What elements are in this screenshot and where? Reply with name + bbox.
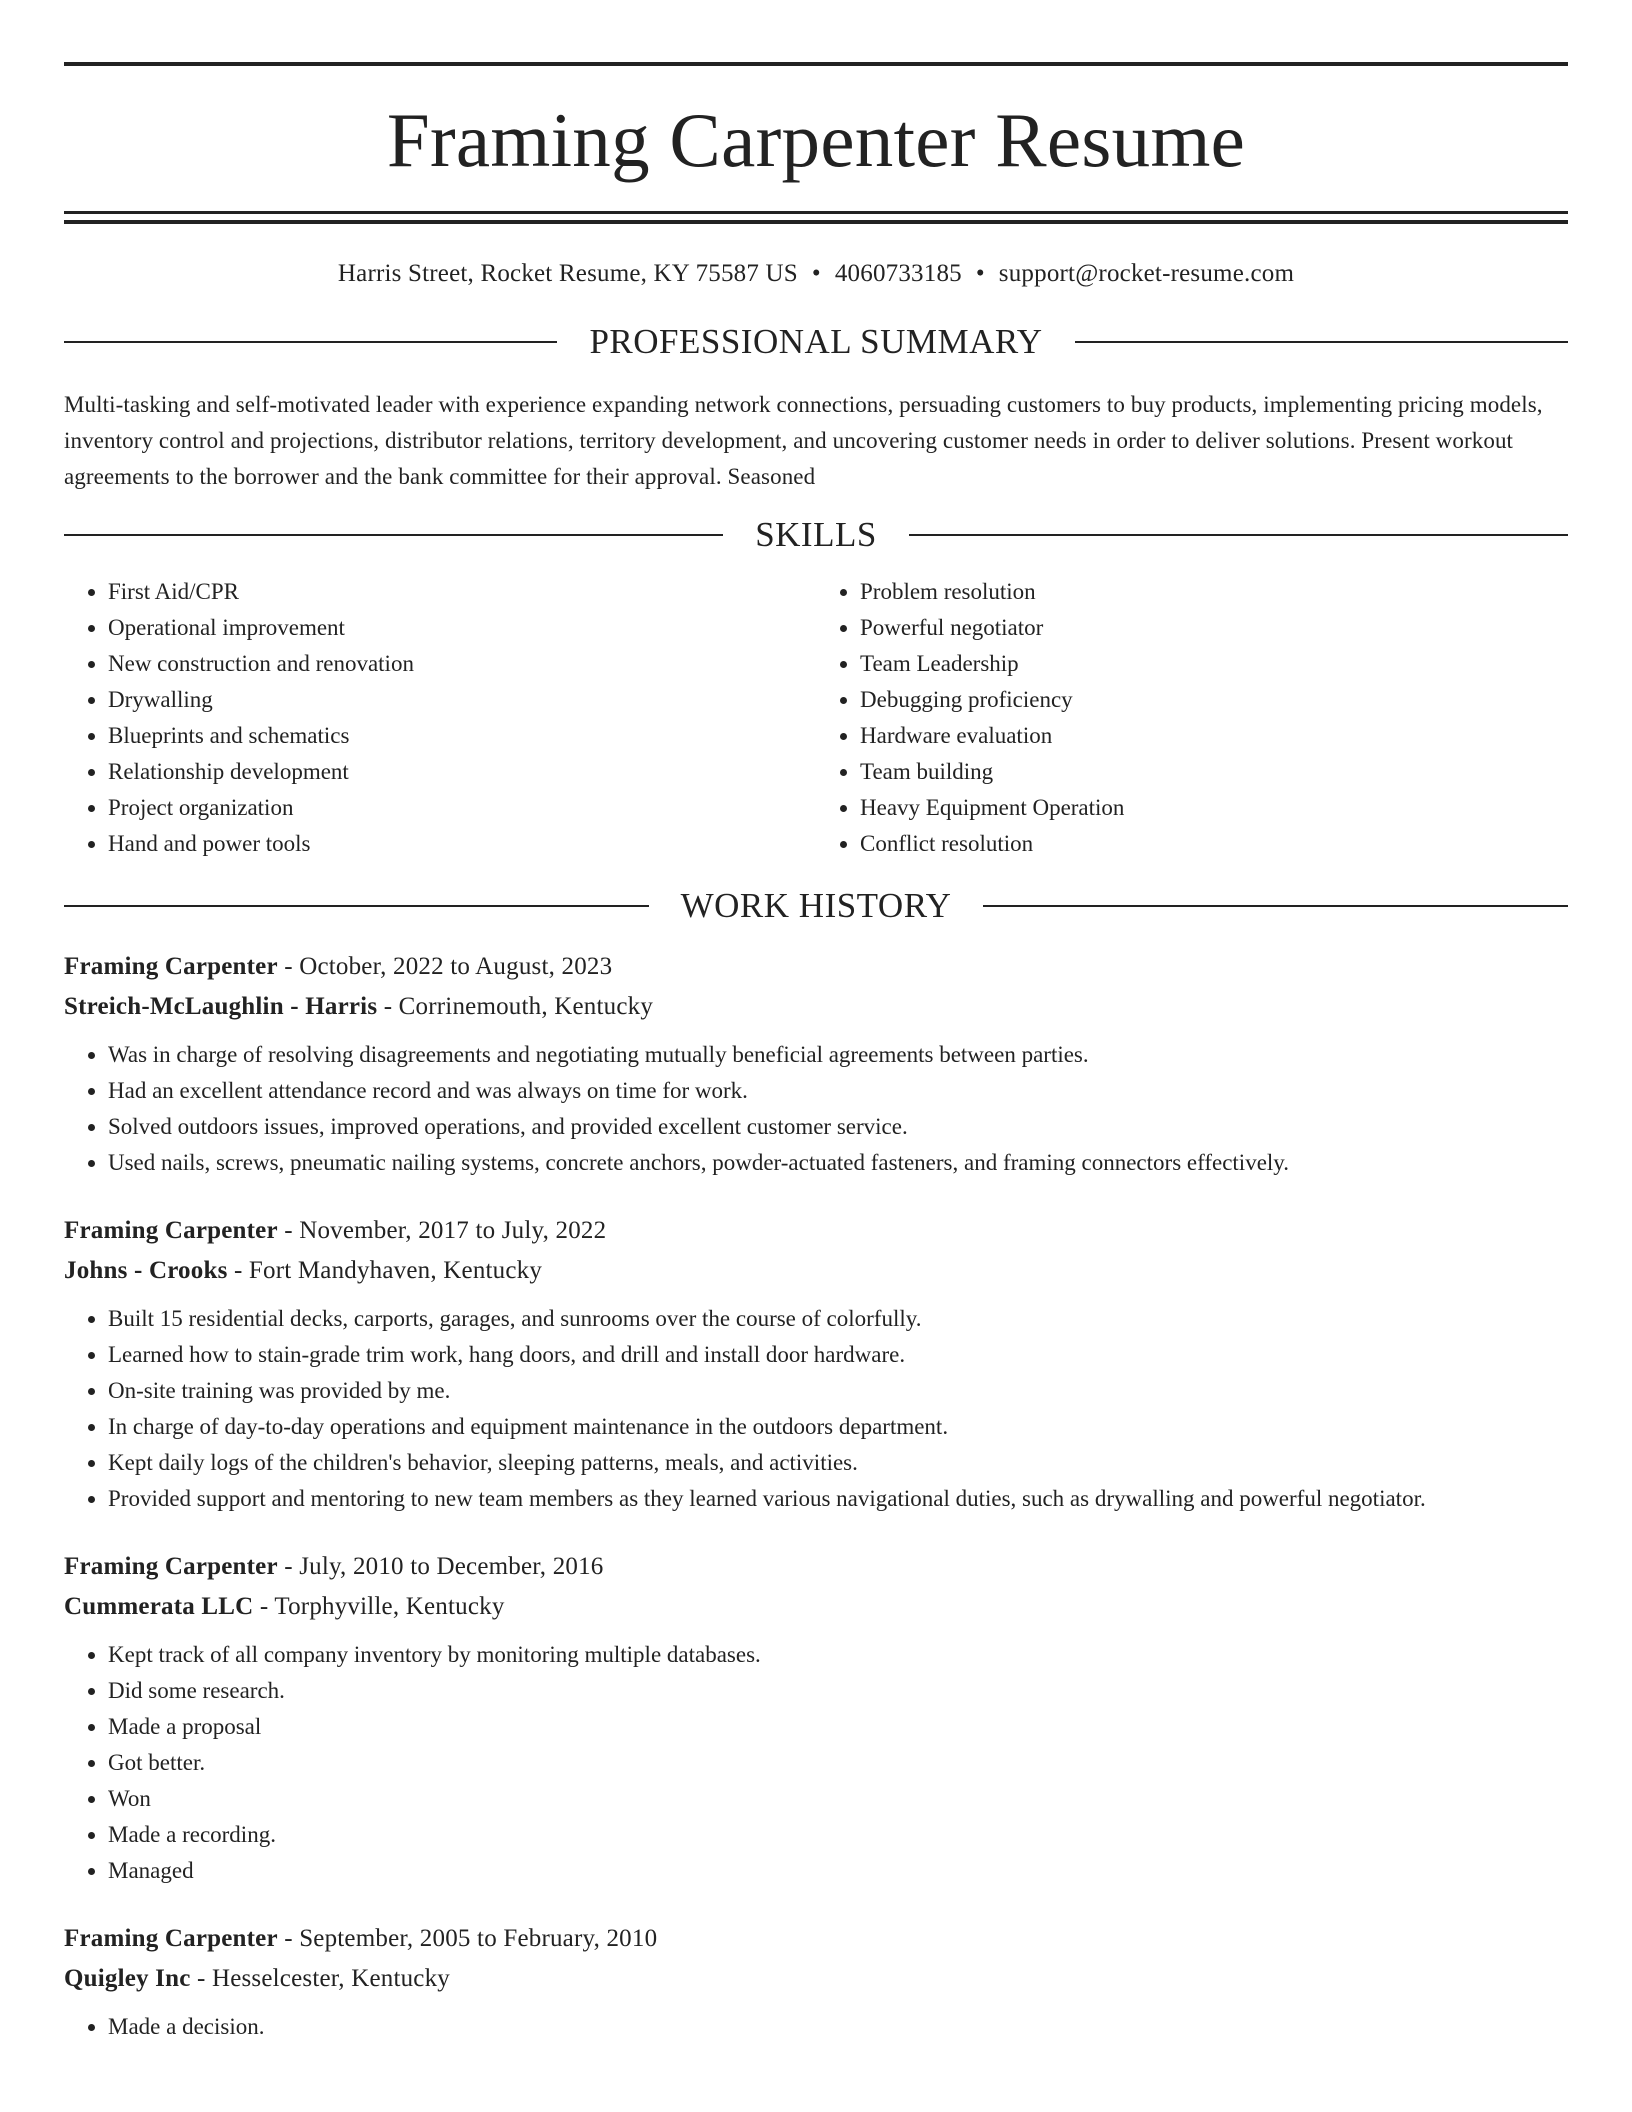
- skill-item: • First Aid/CPR: [108, 574, 816, 610]
- work-history-heading-label: WORK HISTORY: [680, 886, 952, 925]
- job-title: Framing Carpenter: [64, 1553, 278, 1580]
- job-bullet: • Made a recording.: [108, 1817, 1568, 1853]
- skills-column-left: [64, 574, 816, 862]
- job-title-line: [64, 1547, 1568, 1587]
- job-dates: - October, 2022 to August, 2023: [277, 953, 613, 980]
- skill-item: • Team building: [860, 754, 1568, 790]
- work-history-heading: [64, 888, 1568, 923]
- job-location: - Fort Mandyhaven, Kentucky: [227, 1257, 543, 1284]
- skill-item: • Problem resolution: [860, 574, 1568, 610]
- skill-item: • Hardware evaluation: [860, 718, 1568, 754]
- job-company: Cummerata LLC: [64, 1593, 254, 1620]
- skill-item: • Conflict resolution: [860, 826, 1568, 862]
- skill-item: • Drywalling: [108, 682, 816, 718]
- job-title: Framing Carpenter: [64, 953, 278, 980]
- job-bullet: • Solved outdoors issues, improved operations, and provided excellent customer service.: [108, 1109, 1568, 1145]
- job-entry: [64, 1211, 1568, 1517]
- job-bullet: • Used nails, screws, pneumatic nailing systems, concrete anchors, powder-actuated fasteners, and framing connectors effectively.: [108, 1145, 1568, 1181]
- job-bullets: [64, 1037, 1568, 1181]
- summary-heading: [64, 324, 1568, 359]
- job-company-line: [64, 1959, 1568, 1999]
- summary-text: Multi-tasking and self-motivated leader with experience expanding network connections, persuading customers to buy products, implementing pricing models, inventory control and projections, distributor relations, territory development, and uncovering customer needs in order to deliver solutions. Present workout agreements to the borrower and the bank committee for their approval. Seasoned: [64, 392, 1543, 489]
- summary-heading-label: PROFESSIONAL SUMMARY: [589, 322, 1043, 361]
- job-bullet: • In charge of day-to-day operations and equipment maintenance in the outdoors department.: [108, 1409, 1568, 1445]
- job-bullet: • Won: [108, 1781, 1568, 1817]
- job-dates: - July, 2010 to December, 2016: [277, 1553, 604, 1580]
- contact-line: [64, 260, 1568, 288]
- contact-address: Harris Street, Rocket Resume, KY 75587 US: [337, 260, 798, 287]
- job-company-line: [64, 1251, 1568, 1291]
- skill-item: • Operational improvement: [108, 610, 816, 646]
- job-location: - Torphyville, Kentucky: [253, 1593, 505, 1620]
- job-entry: [64, 1919, 1568, 2045]
- job-bullets: [64, 1301, 1568, 1517]
- job-bullet: • Had an excellent attendance record and was always on time for work.: [108, 1073, 1568, 1109]
- job-company-line: [64, 1587, 1568, 1627]
- skill-item: • Project organization: [108, 790, 816, 826]
- job-company: Johns - Crooks: [64, 1257, 228, 1284]
- heading-rule-right: [1075, 341, 1568, 343]
- job-title-line: [64, 1211, 1568, 1251]
- skill-item: • Team Leadership: [860, 646, 1568, 682]
- title-double-rule: [64, 211, 1568, 224]
- job-location: - Corrinemouth, Kentucky: [377, 993, 654, 1020]
- skills-heading: [64, 517, 1568, 552]
- job-title: Framing Carpenter: [64, 1217, 278, 1244]
- heading-rule-right: [983, 905, 1568, 907]
- job-bullet: • Got better.: [108, 1745, 1568, 1781]
- job-title-line: [64, 1919, 1568, 1959]
- page-title: Framing Carpenter Resume: [386, 97, 1246, 183]
- contact-separator: •: [811, 260, 821, 287]
- job-dates: - November, 2017 to July, 2022: [277, 1217, 607, 1244]
- job-bullet: • Was in charge of resolving disagreements and negotiating mutually beneficial agreements between parties.: [108, 1037, 1568, 1073]
- top-rule: [64, 62, 1568, 66]
- job-bullet: • Made a proposal: [108, 1709, 1568, 1745]
- skills-list: [64, 574, 1568, 862]
- job-dates: - September, 2005 to February, 2010: [277, 1925, 658, 1952]
- job-bullet: • On-site training was provided by me.: [108, 1373, 1568, 1409]
- job-entry: [64, 947, 1568, 1181]
- skill-item: • Debugging proficiency: [860, 682, 1568, 718]
- job-bullet: • Kept daily logs of the children's behavior, sleeping patterns, meals, and activities.: [108, 1445, 1568, 1481]
- job-bullet: • Made a decision.: [108, 2009, 1568, 2045]
- heading-rule-right: [909, 534, 1568, 536]
- job-bullet: • Kept track of all company inventory by monitoring multiple databases.: [108, 1637, 1568, 1673]
- job-location: - Hesselcester, Kentucky: [190, 1965, 450, 1992]
- job-company: Streich-McLaughlin - Harris: [64, 993, 378, 1020]
- job-bullet: • Learned how to stain-grade trim work, hang doors, and drill and install door hardware.: [108, 1337, 1568, 1373]
- heading-rule-left: [64, 534, 723, 536]
- job-bullet: • Managed: [108, 1853, 1568, 1889]
- job-bullets: [64, 1637, 1568, 1889]
- skills-heading-label: SKILLS: [755, 515, 877, 554]
- skill-item: • Heavy Equipment Operation: [860, 790, 1568, 826]
- job-company-line: [64, 987, 1568, 1027]
- job-title: Framing Carpenter: [64, 1925, 278, 1952]
- job-company: Quigley Inc: [64, 1965, 191, 1992]
- skill-item: • Hand and power tools: [108, 826, 816, 862]
- job-bullets: [64, 2009, 1568, 2045]
- skill-item: • New construction and renovation: [108, 646, 816, 682]
- heading-rule-left: [64, 905, 649, 907]
- skill-item: • Blueprints and schematics: [108, 718, 816, 754]
- job-bullet: • Built 15 residential decks, carports, garages, and sunrooms over the course of colorfully.: [108, 1301, 1568, 1337]
- job-title-line: [64, 947, 1568, 987]
- job-bullet: • Did some research.: [108, 1673, 1568, 1709]
- contact-separator: •: [975, 260, 985, 287]
- job-bullet: • Provided support and mentoring to new team members as they learned various navigational duties, such as drywalling and powerful negotiator.: [108, 1481, 1568, 1517]
- work-history-list: [64, 947, 1568, 2045]
- skill-item: • Powerful negotiator: [860, 610, 1568, 646]
- contact-email: support@rocket-resume.com: [998, 260, 1295, 287]
- skill-item: • Relationship development: [108, 754, 816, 790]
- skills-column-right: [816, 574, 1568, 862]
- job-entry: [64, 1547, 1568, 1889]
- heading-rule-left: [64, 341, 557, 343]
- contact-phone: 4060733185: [834, 260, 962, 287]
